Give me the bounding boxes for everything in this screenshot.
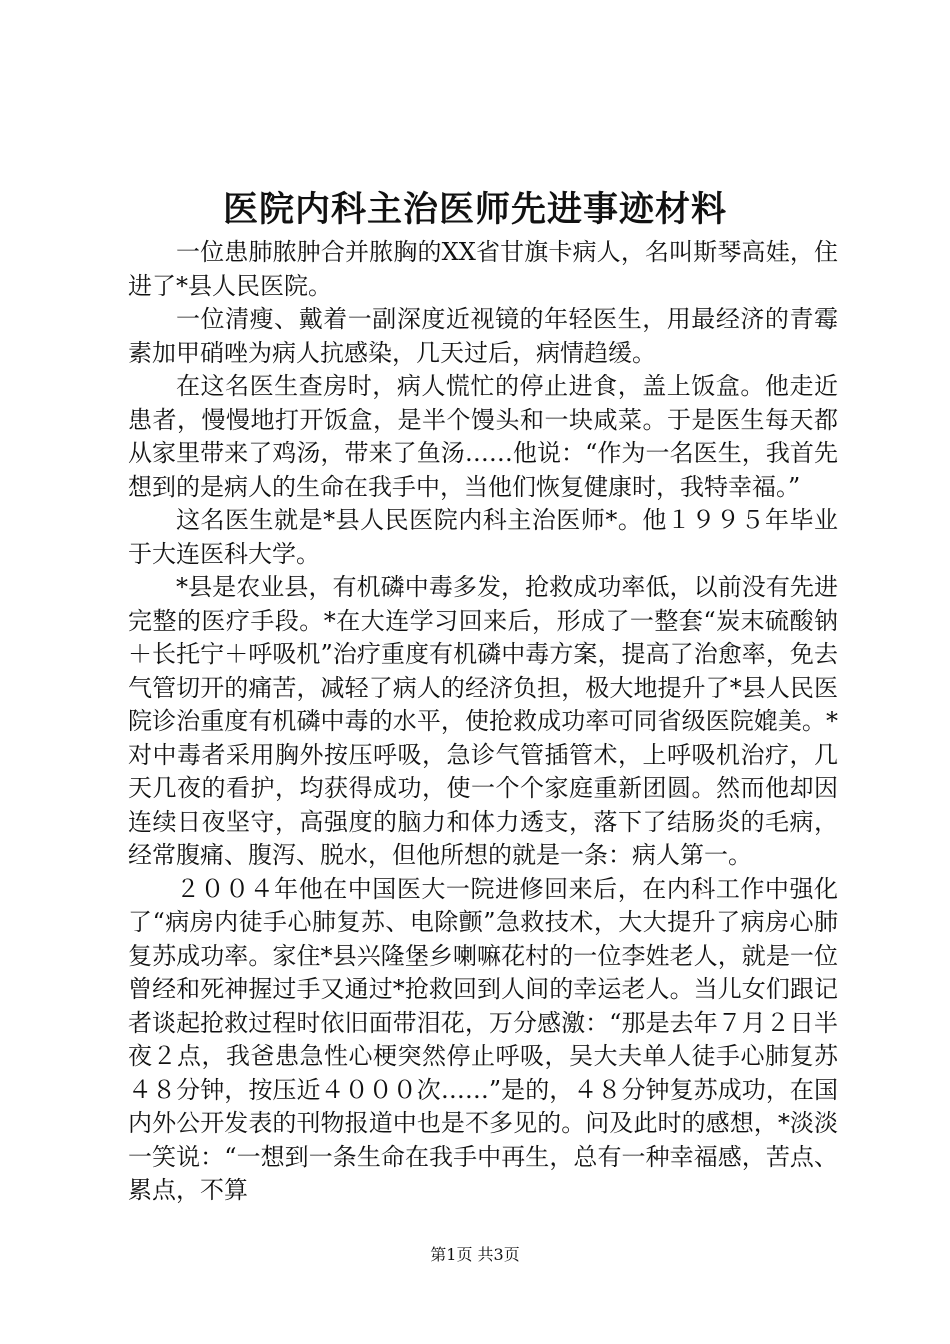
paragraph: 一位清瘦、戴着一副深度近视镜的年轻医生，用最经济的青霉素加甲硝唑为病人抗感染，几天过后，病情趋缓。 [128, 305, 838, 367]
document-title: 医院内科主治医师先进事迹材料 [222, 189, 727, 230]
paragraph: 在这名医生查房时，病人慌忙的停止进食，盖上饭盒。他走近患者，慢慢地打开饭盒，是半个馒头和一块咸菜。于是医生每天都从家里带来了鸡汤，带来了鱼汤……他说：“作为一名医生，我首先想到的是病人的生命在我手中，当他们恢复健康时，我特幸福。” [128, 372, 838, 501]
document-body [128, 236, 838, 1208]
page-footer: 第1页 共3页 [430, 1245, 520, 1264]
paragraph: 这名医生就是*县人民医院内科主治医师*。他１９９５年毕业于大连医科大学。 [128, 506, 838, 568]
paragraph: *县是农业县，有机磷中毒多发，抢救成功率低，以前没有先进完整的医疗手段。*在大连学习回来后，形成了一整套“炭末硫酸钠＋长托宁＋呼吸机”治疗重度有机磷中毒方案，提高了治愈率，免去气管切开的痛苦，减轻了病人的经济负担，极大地提升了*县人民医院诊治重度有机磷中毒的水平，使抢救成功率可同省级医院媲美。*对中毒者采用胸外按压呼吸，急诊气管插管术，上呼吸机治疗，几天几夜的看护，均获得成功，使一个个家庭重新团圆。然而他却因连续日夜坚守，高强度的脑力和体力透支，落下了结肠炎的毛病，经常腹痛、腹泻、脱水，但他所想的就是一条：病人第一。 [128, 573, 838, 869]
paragraph: 一位患肺脓肿合并脓胸的XX省甘旗卡病人，名叫斯琴高娃，住进了*县人民医院。 [128, 238, 838, 300]
paragraph: ２００４年他在中国医大一院进修回来后，在内科工作中强化了“病房内徒手心肺复苏、电除颤”急救技术，大大提升了病房心肺复苏成功率。家住*县兴隆堡乡喇嘛花村的一位李姓老人，就是一位曾经和死神握过手又通过*抢救回到人间的幸运老人。当儿女们跟记者谈起抢救过程时依旧面带泪花，万分感激：“那是去年７月２日半夜２点，我爸患急性心梗突然停止呼吸，吴大夫单人徒手心肺复苏４８分钟，按压近４０００次……”是的，４８分钟复苏成功，在国内外公开发表的刊物报道中也是不多见的。问及此时的感想，*淡淡一笑说：“一想到一条生命在我手中再生，总有一种幸福感，苦点、累点，不算 [128, 874, 838, 1204]
